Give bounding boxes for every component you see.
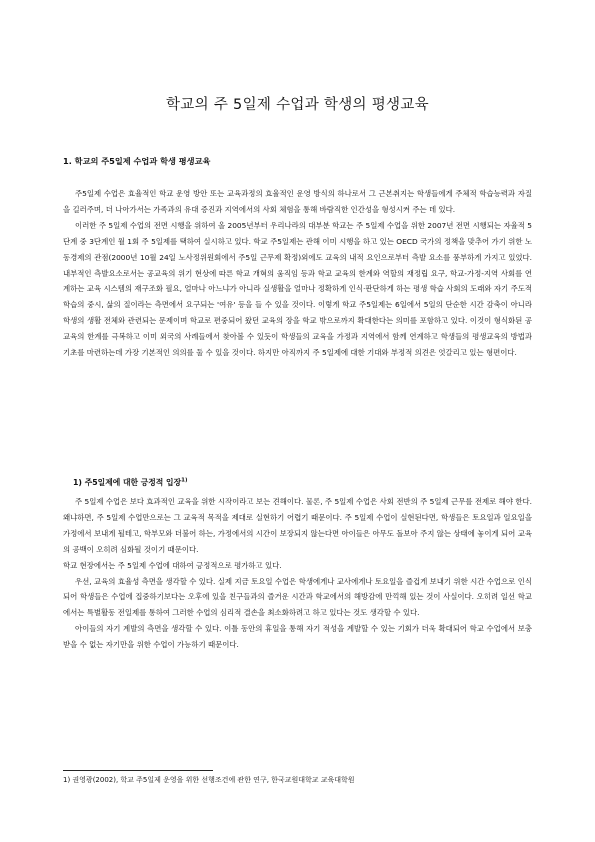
paragraph: 주5일제 수업은 효율적인 학교 운영 방안 또는 교육과정의 효율적인 운영 방식의 하나로서 그 근본취지는 학생들에게 주체적 학습능력과 자질을 길러주며, 더 나아가서는 가족과의 유대 증진과 지역에서의 사회 체험을 통해 바람직한 인간성을 형성시켜 주는 데 있다. (63, 189, 532, 214)
paragraph: 우선, 교육의 효율성 측면을 생각할 수 있다. 실제 지금 토요일 수업은 학생에게나 교사에게나 토요일을 즐겁게 보내기 위한 시간 수업으로 인식되어 학생들은 수업에 집중하기보다는 오후에 있을 친구들과의 즐거운 시간과 학교에서의 해방감에 만끽해 있는 것이 사실이다. 오히려 일선 학교에서는 특별활동 전일제를 통하여 그러한 수업의 심리적 결손을 최소화하려고 하고 있다는 것도 생각할 수 있다. (63, 576, 532, 618)
subsection-heading-1 (73, 477, 187, 488)
document-title: 학교의 주 5일제 수업과 학생의 평생교육 (166, 97, 429, 113)
paragraph: 주 5일제 수업은 보다 효과적인 교육을 위한 시작이라고 보는 견해이다. 물론, 주 5일제 수업은 사회 전반의 주 5일제 근무를 전제로 해야 한다. 왜냐하면, 주 5일제 수업만으로는 그 교육적 목적을 제대로 실현하기 어렵기 때문이다. 주 5일제 수업이 실현된다면, 학생들은 토요일과 일요일을 가정에서 보내게 될테고, 학부모와 더불어 하는, 가정에서의 시간이 보장되지 않는다면 아이들은 아무도 돌보아 주지 않는 상태에 놓이게 되어 교육의 공백이 오히려 심화될 것이기 때문이다. (63, 497, 532, 554)
section-1-body (63, 186, 532, 361)
paragraph: 학교 현장에서는 주 5일제 수업에 대하여 긍정적으로 평가하고 있다. (63, 560, 282, 570)
subsection-1-body (63, 494, 532, 653)
paragraph: 이러한 주 5일제 수업의 전면 시행을 위하여 올 2005년부터 우리나라의 대부분 학교는 주 5일제 수업을 위한 2007년 전면 시행되는 자율적 5단계 중 3단계인 월 1회 주 5일제를 택하여 실시하고 있다. 학교 주5일제는 관해 이미 시행을 하고 있는 OECD 국가의 정책을 맞추어 가기 위한 노동경제의 관점(2000년 10월 24일 노사정위원회에서 주5일 근무제 확정)외에도 교육의 내적 요인으로부터 측발 요소를 풍부하게 가지고 있었다. 내부적인 측발요소로서는 공교육의 위기 현상에 따른 학교 개혁의 움직임 등과 학교 교육의 한계와 역할의 재정립 요구, 학교-가정-지역 사회를 연계하는 교육 시스템의 재구조화 필요, 얼마나 아느냐가 아니라 실생활을 얼마나 정확하게 인식·판단하게 하는 평생 학습 사회의 도래와 자기 주도적 학습의 중시, 삶의 질이라는 측면에서 요구되는 '여유' 등을 들 수 있을 것이다. 이렇게 학교 주5일제는 6일에서 5일의 단순한 시간 감축이 아니라 학생의 생활 전체와 관련되는 문제이며 학교로 편중되어 왔던 교육의 장을 학교 밖으로까지 확대한다는 의미를 포함하고 있다. 이것이 형식화된 공교육의 한계를 극복하고 이미 외국의 사례들에서 찾아볼 수 있듯이 학생들의 교육을 가정과 지역에서 함께 연계하고 학생들의 평생교육의 방법과 기초를 마련하는데 가장 기본적인 의의를 둘 수 있을 것이다. 하지만 아직까지 주 5일제에 대한 기대와 부정적 의견은 엇갈리고 있는 형편이다. (63, 220, 532, 358)
footnote-divider (63, 770, 213, 771)
footnote: 1) 권영광(2002), 학교 주5일제 운영을 위한 선행조건에 관한 연구, 한국교원대학교 교육대학원 (63, 776, 355, 784)
footnote-marker: 1) (181, 477, 188, 484)
section-heading-1: 1. 학교의 주5일제 수업과 학생 평생교육 (63, 156, 211, 166)
paragraph: 아이들의 자기 계발의 측면을 생각할 수 있다. 이틀 동안의 휴일을 통해 자기 적성을 계발할 수 있는 기회가 더욱 확대되어 학교 수업에서 보충 받을 수 없는 자기만을 위한 수업이 가능하기 때문이다. (63, 624, 532, 650)
subsection-heading-text: 1) 주5일제에 대한 긍정적 입장 (73, 478, 182, 487)
